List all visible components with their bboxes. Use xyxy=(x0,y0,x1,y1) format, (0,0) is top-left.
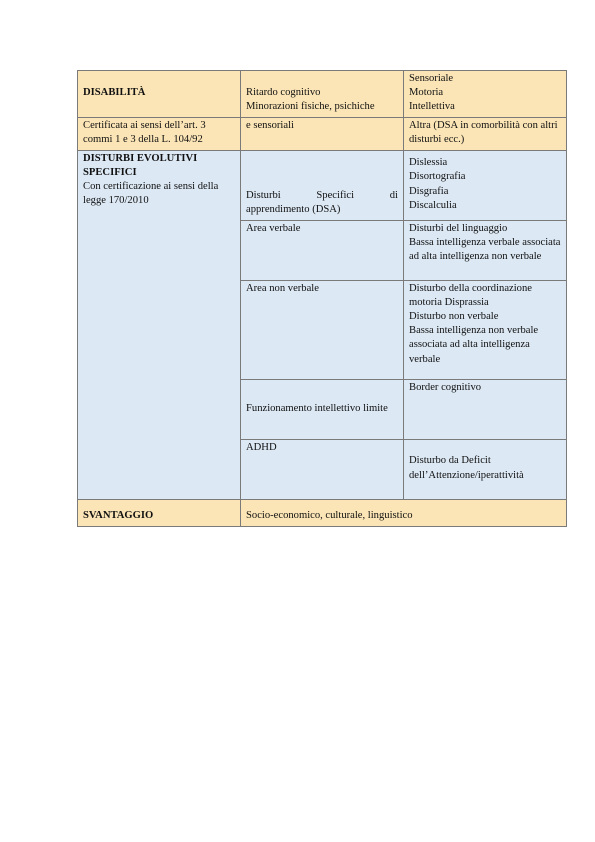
area-non-verbale-items xyxy=(404,280,567,379)
table-row xyxy=(78,150,567,220)
list-item: Disturbi del linguaggio xyxy=(409,222,508,234)
disabilita-note-row xyxy=(78,117,567,150)
disabilita-heading: DISABILITÀ xyxy=(78,71,241,118)
category-dsa-first-line: Disturbi Specifici di xyxy=(246,190,398,202)
list-item: Motoria xyxy=(409,87,444,99)
disabilita-right-list xyxy=(404,71,567,118)
category-funzionamento-limite: Funzionamento intellettivo limite xyxy=(241,379,404,439)
category-area-verbale: Area verbale xyxy=(241,220,404,280)
disabilita-middle-line: Ritardo cognitivo xyxy=(246,87,321,99)
disabilita-row xyxy=(78,71,567,118)
dsa-items xyxy=(404,150,567,220)
funzionamento-items xyxy=(404,379,567,439)
disturbi-note: Con certificazione ai sensi della legge 170/2010 xyxy=(83,181,219,207)
bes-classification-table xyxy=(77,70,567,527)
category-dsa: Disturbi Specifici di apprendimento (DSA) xyxy=(241,150,404,220)
list-item: Sensoriale xyxy=(409,73,454,84)
svantaggio-heading: SVANTAGGIO xyxy=(78,499,241,526)
adhd-items xyxy=(404,439,567,499)
disabilita-middle-top xyxy=(241,71,404,118)
area-verbale-items xyxy=(404,220,567,280)
disabilita-note: Certificata ai sensi dell’art. 3 commi 1 e 3 della L. 104/92 xyxy=(78,117,241,150)
list-item: Bassa intelligenza non verbale associata ad alta intelligenza verbale xyxy=(409,325,539,365)
category-area-non-verbale: Area non verbale xyxy=(241,280,404,379)
list-item: Disortografia xyxy=(409,171,466,183)
disabilita-middle-line: Minorazioni fisiche, psichiche xyxy=(246,101,375,113)
category-adhd: ADHD xyxy=(241,439,404,499)
disturbi-heading: DISTURBI EVOLUTIVI SPECIFICI xyxy=(83,152,198,178)
svantaggio-description: Socio-economico, culturale, linguistico xyxy=(241,499,567,526)
list-item: Intellettiva xyxy=(409,101,455,113)
list-item: Dislessia xyxy=(409,157,448,169)
list-item: Disturbo della coordinazione motoria Disprassia xyxy=(409,282,532,308)
disabilita-right-note: Altra (DSA in comorbilità con altri disturbi ecc.) xyxy=(404,117,567,150)
svantaggio-row xyxy=(78,499,567,526)
list-item: Disturbo da Deficit dell’Attenzione/iperattività xyxy=(409,455,524,481)
list-item: Disgrafia xyxy=(409,185,449,197)
list-item: Discalculia xyxy=(409,199,457,211)
list-item: Disturbo non verbale xyxy=(409,311,499,323)
disabilita-middle-bottom: e sensoriali xyxy=(241,117,404,150)
list-item: Bassa intelligenza verbale associata ad alta intelligenza non verbale xyxy=(409,236,561,263)
list-item: Border cognitivo xyxy=(409,381,482,393)
disturbi-heading-cell xyxy=(78,150,241,499)
